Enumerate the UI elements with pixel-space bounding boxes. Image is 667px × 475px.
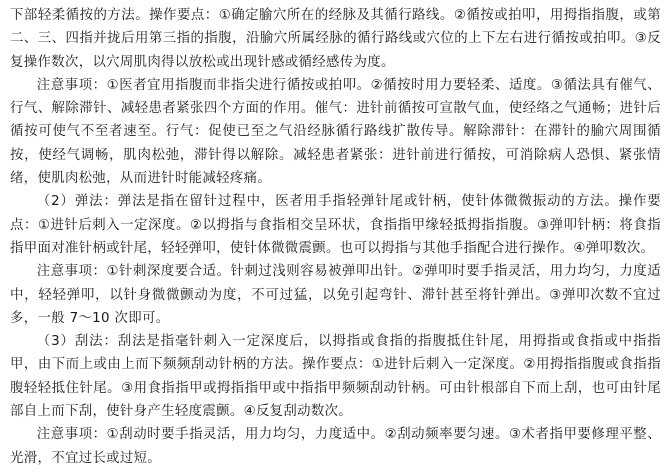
paragraph-gua-fa: （3）刮法：刮法是指毫针刺入一定深度后，以拇指或食指的指腹抵住针尾，用拇指或食指或中指指甲，由下而上或由上而下频频刮动针柄的方法。操作要点：①进针后刺入一定深度。②用拇指指腹或食指指腹轻轻抵住针尾。③用食指指甲或拇指指甲或中指指甲频频刮动针柄。可由针根部自下而上刮，也可由针尾部自上而下刮，使针身产生轻度震颤。④反复刮动数次。 bbox=[10, 334, 661, 420]
paragraph-tan-fa: （2）弹法：弹法是指在留针过程中，医者用手指轻弹针尾或针柄，使针体微微振动的方法。操作要点：①进针后刺入一定深度。②以拇指与食指相交呈环状，食指指甲缘轻抵拇指指腹。③弹叩针柄：将食指指甲面对准针柄或针尾，轻轻弹叩，使针体微微震颤。也可以拇指与其他手指配合进行操作。④弹叩数次。 bbox=[10, 194, 661, 256]
paragraph-cuo-fa-continuation: 下部轻柔循按的方法。操作要点：①确定腧穴所在的经脉及其循行路线。②循按或拍叩，用拇指指腹，或第二、三、四指并拢后用第三指的指腹，沿腧穴所属经脉的循行路线或穴位的上下左右进行循按或拍叩。③反复操作数次，以穴周肌肉得以放松或出现针感或循经感传为度。 bbox=[10, 8, 661, 70]
paragraph-xun-fa-notes: 注意事项：①医者宜用指腹而非指尖进行循按或拍叩。②循按时用力要轻柔、适度。③循法具有催气、行气、解除滞针、减轻患者紧张四个方面的作用。催气：进针前循按可宣散气血，使经络之气通畅；进针后循按可使气不至者速至。行气：促使已至之气沿经脉循行路线扩散传导。解除滞针：在滞针的腧穴周围循按，使经气调畅，肌肉松弛，滞针得以解除。减轻患者紧张：进针前进行循按，可消除病人恐惧、紧张情绪，使肌肉松弛，从而进针时能减轻疼痛。 bbox=[10, 77, 661, 187]
paragraph-gua-fa-notes: 注意事项：①刮动时要手指灵活，用力均匀，力度适中。②刮动频率要匀速。③术者指甲要修理平整、光滑，不宜过长或过短。 bbox=[10, 427, 661, 466]
paragraph-tan-fa-notes: 注意事项：①针刺深度要合适。针刺过浅则容易被弹叩出针。②弹叩时要手指灵活，用力均匀，力度适中，轻轻弹叩，以针身微微颤动为度，不可过猛，以免引起弯针、滞针甚至将针弹出。③弹叩次数不宜过多，一般 7～10 次即可。 bbox=[10, 264, 661, 326]
